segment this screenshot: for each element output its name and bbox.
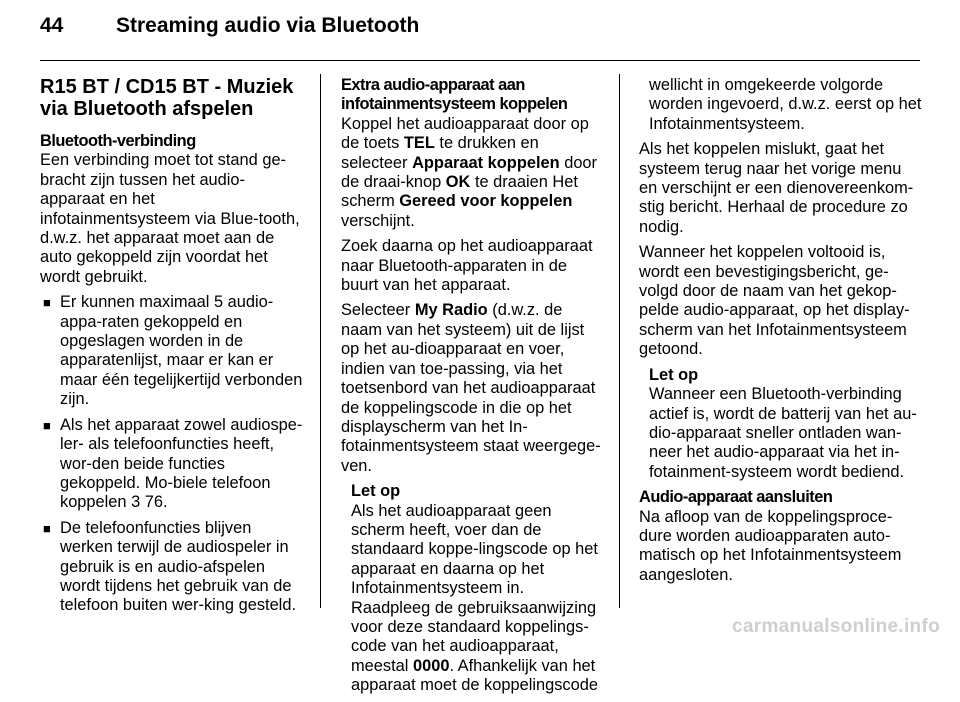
paragraph — [341, 301, 603, 476]
note-text: . Afhankelijk van het apparaat moet de koppelingscode — [351, 656, 598, 695]
text: te draaien Het scherm — [341, 173, 578, 211]
text: (d.w.z. de naam van het systeem) uit de lijst op het au-dioapparaat en voer, indien van toe-passing, via het toetsenbord van het audioapparaat de koppelingscode in die op het displayscherm van het In-fotainmentsysteem staat weergege-ven. — [341, 301, 601, 475]
column-2 — [341, 76, 603, 702]
page-ref-arrow-icon: 3 — [131, 493, 141, 512]
note-box — [341, 482, 603, 695]
bullet-text: Als het apparaat zowel audiospe-ler- als telefoonfuncties heeft, wor-den beide functies gekoppeld. Mo-biele telefoon koppelen — [60, 415, 303, 512]
bullet-item — [40, 519, 305, 616]
key-ok: OK — [445, 173, 471, 192]
page-ref-link[interactable]: 76. — [144, 493, 168, 512]
paragraph: Als het koppelen mislukt, gaat het systeem terug naar het vorige menu en verschijnt er een dienovereenkom-stig bericht. Herhaal de procedure zo nodig. — [639, 140, 914, 236]
paragraph: Een verbinding moet tot stand ge-bracht zijn tussen het audio-apparaat en het infotainmentsysteem via Blue-tooth, d.w.z. het apparaat moet aan de auto gekoppeld zijn voordat het wordt gebruikt. — [40, 151, 300, 286]
bullet-square-icon: ■ — [43, 417, 51, 433]
pairing-code: 0000 — [412, 656, 450, 675]
column-divider — [619, 74, 620, 608]
system-name-my-radio: My Radio — [414, 301, 488, 320]
text: Koppel het audioapparaat door op de toets — [341, 114, 589, 153]
column-divider — [320, 74, 321, 608]
note-title: Let op — [649, 365, 699, 384]
note-continued: wellicht in omgekeerde volgorde worden ingevoerd, d.w.z. eerst op het Infotainmentsysteem. — [649, 76, 922, 133]
text: Selecteer — [341, 301, 411, 320]
page-header — [40, 14, 920, 52]
bullet-item — [40, 416, 305, 513]
bullet-square-icon: ■ — [43, 520, 51, 536]
bullet-text: Er kunnen maximaal 5 audio-appa-raten gekoppeld en opgeslagen worden in de apparatenlijst, maar er kan er maar één tegelijkertijd verbonden zijn. — [60, 293, 303, 409]
column-1 — [40, 76, 305, 616]
header-divider — [40, 60, 920, 61]
page-number: 44 — [40, 14, 64, 37]
column-3 — [639, 76, 923, 585]
paragraph — [341, 115, 603, 231]
watermark: carmanualsonline.info — [732, 616, 940, 637]
paragraph: Zoek daarna op het audioapparaat naar Bluetooth-apparaten in de buurt van het apparaat. — [341, 237, 593, 295]
note-title: Let op — [351, 482, 401, 501]
section-title: R15 BT / CD15 BT - Muziek via Bluetooth afspelen — [40, 76, 294, 120]
paragraph: Na afloop van de koppelingsproce-dure worden audioapparaten auto-matisch op het Infotainmentsysteem aangesloten. — [639, 507, 902, 584]
menu-apparaat-koppelen: Apparaat koppelen — [412, 153, 560, 172]
note-text: Als het audioapparaat geen scherm heeft, voer dan de standaard koppe-lingscode op het apparaat en daarna op het Infotainmentsysteem in. Raadpleeg de gebruiksaanwijzing voor deze standaard koppelings-code van het audioapparaat, meestal — [351, 501, 598, 675]
text: verschijnt. — [341, 211, 415, 230]
text: door de draai-knop — [341, 153, 598, 192]
screen-gereed-voor-koppelen: Gereed voor koppelen — [399, 192, 573, 211]
page-running-title: Streaming audio via Bluetooth — [116, 14, 420, 37]
note-box — [639, 366, 923, 482]
bullet-text: De telefoonfuncties blijven werken terwijl de audiospeler in gebruik is en audio-afspelen wordt tijdens het gebruik van de telefoon buiten wer-king gesteld. — [60, 518, 296, 615]
subheading-pair-extra-device: Extra audio-apparaat aan infotainmentsysteem koppelen — [341, 76, 568, 114]
paragraph: Wanneer het koppelen voltooid is, wordt een bevestigingsbericht, ge-volgd door de naam van het gekop-pelde audio-apparaat, op het display-scherm van het Infotainmentsysteem getoond. — [639, 243, 910, 359]
text: te drukken en selecteer — [341, 134, 539, 172]
subheading-bluetooth-connection: Bluetooth-verbinding — [40, 132, 196, 150]
key-tel: TEL — [403, 134, 435, 153]
bullet-square-icon: ■ — [43, 295, 51, 311]
bullet-item — [40, 293, 305, 409]
subheading-connect-device: Audio-apparaat aansluiten — [639, 488, 833, 507]
note-text: Wanneer een Bluetooth-verbinding actief is, wordt de batterij van het au-dio-apparaat sneller ontladen wan-neer het audio-apparaat via het in-fotainment-systeem wordt bediend. — [649, 385, 917, 481]
